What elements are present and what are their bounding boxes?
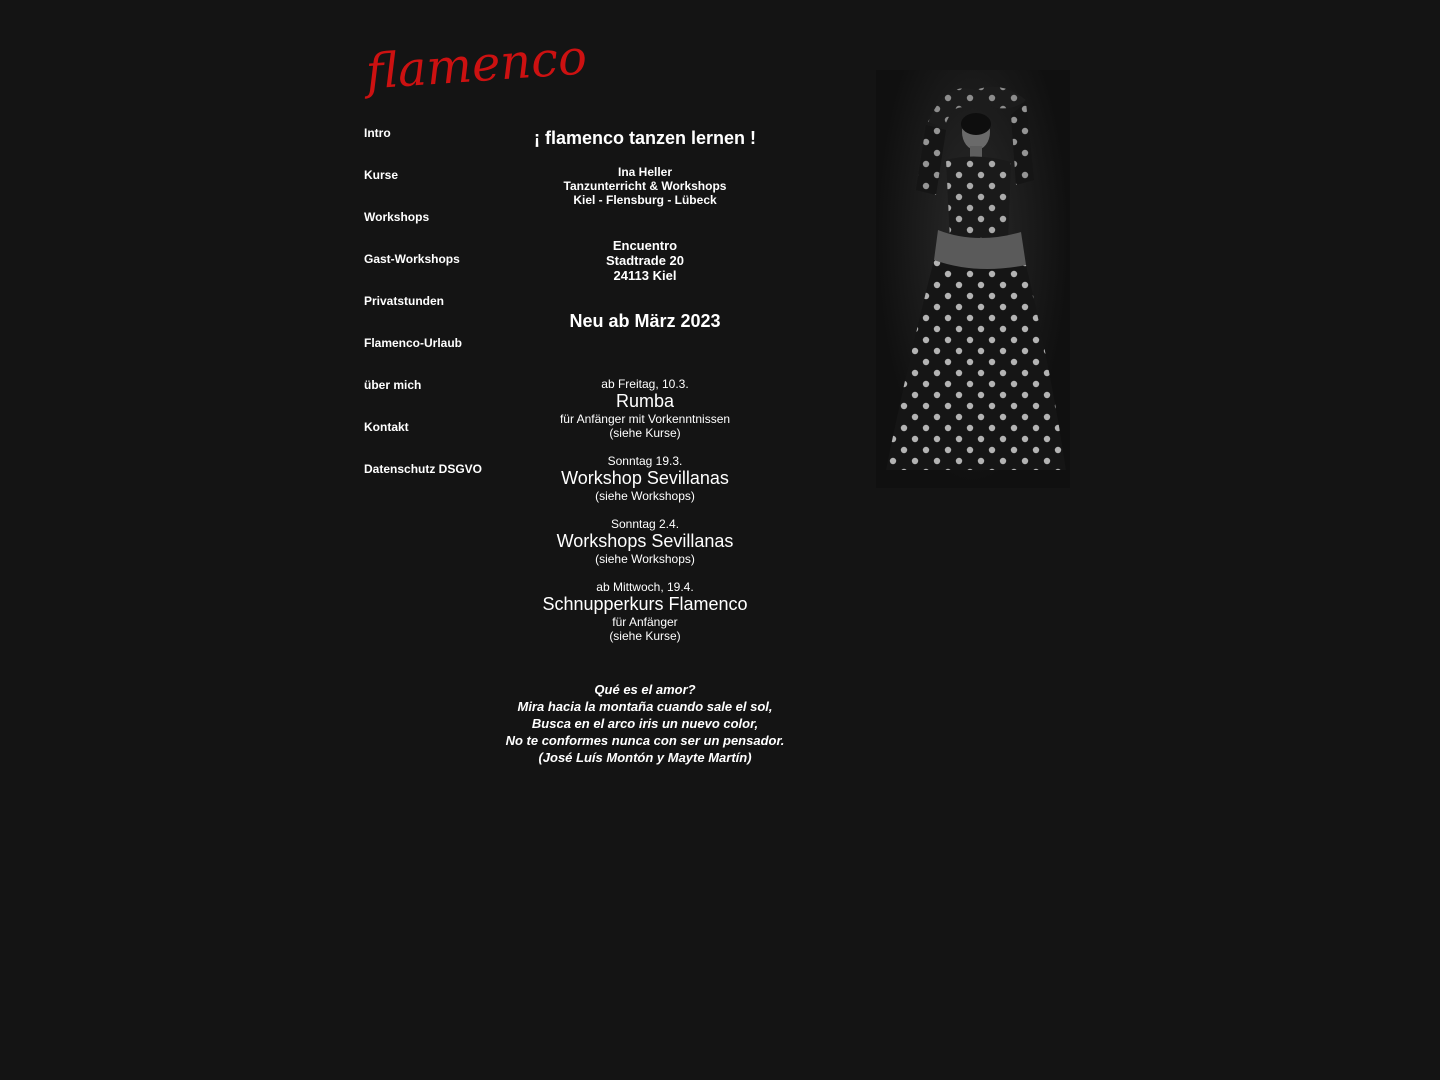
event-title: Workshop Sevillanas xyxy=(561,468,729,488)
dancer-illustration-icon xyxy=(876,70,1070,488)
flamenco-logo[interactable] xyxy=(362,29,589,110)
teacher-cities: Kiel - Flensburg - Lübeck xyxy=(573,193,717,207)
event-note: (siehe Kurse) xyxy=(609,629,681,643)
nav-item-privatstunden[interactable]: Privatstunden xyxy=(364,294,445,308)
event-title: Rumba xyxy=(615,391,675,411)
svg-text:flamenco: flamenco xyxy=(364,29,589,101)
nav-item-intro[interactable]: Intro xyxy=(364,126,391,140)
venue-street: Stadtrade 20 xyxy=(605,253,685,268)
poem-quote xyxy=(495,681,795,766)
poem-line: Busca en el arco iris un nuevo color, xyxy=(531,716,759,731)
flamenco-dancer-photo xyxy=(876,70,1070,488)
nav-item-flamenco-urlaub[interactable]: Flamenco-Urlaub xyxy=(364,336,463,350)
event-item xyxy=(495,580,795,643)
nav-item-kontakt[interactable]: Kontakt xyxy=(364,420,409,434)
poem-line: Mira hacia la montaña cuando sale el sol, xyxy=(517,699,773,714)
event-note: (siehe Workshops) xyxy=(595,552,695,566)
event-date: Sonntag 19.3. xyxy=(607,454,683,468)
event-item xyxy=(495,517,795,566)
event-note: (siehe Workshops) xyxy=(595,489,695,503)
nav-item-kurse[interactable]: Kurse xyxy=(364,168,399,182)
nav-item-ueber-mich[interactable]: über mich xyxy=(364,378,422,392)
event-date: Sonntag 2.4. xyxy=(610,517,680,531)
event-date: ab Freitag, 10.3. xyxy=(601,377,689,391)
event-item xyxy=(495,454,795,503)
teacher-subtitle: Tanzunterricht & Workshops xyxy=(563,179,727,193)
event-note: für Anfänger xyxy=(612,615,678,629)
nav-item-workshops[interactable]: Workshops xyxy=(364,210,430,224)
poem-line: Qué es el amor? xyxy=(594,682,696,697)
teacher-name: Ina Heller xyxy=(617,165,673,179)
venue-address xyxy=(495,238,795,283)
teacher-info xyxy=(495,165,795,207)
news-heading: Neu ab März 2023 xyxy=(569,311,721,331)
venue-city: 24113 Kiel xyxy=(613,268,677,283)
nav-item-datenschutz[interactable]: Datenschutz DSGVO xyxy=(364,462,483,476)
main-content xyxy=(495,126,795,766)
event-title: Workshops Sevillanas xyxy=(556,531,734,551)
poem-attribution: (José Luís Montón y Mayte Martín) xyxy=(538,750,752,765)
event-note: für Anfänger mit Vorkenntnissen xyxy=(559,412,731,426)
venue-name: Encuentro xyxy=(612,238,678,253)
event-list xyxy=(495,377,795,643)
poem-line: No te conformes nunca con ser un pensador. xyxy=(505,733,785,748)
main-navigation xyxy=(364,126,514,504)
page-headline: ¡ flamenco tanzen lernen ! xyxy=(533,128,757,148)
event-note: (siehe Kurse) xyxy=(609,426,681,440)
event-date: ab Mittwoch, 19.4. xyxy=(596,580,694,594)
event-item xyxy=(495,377,795,440)
nav-item-gast-workshops[interactable]: Gast-Workshops xyxy=(364,252,460,266)
event-title: Schnupperkurs Flamenco xyxy=(542,594,748,614)
